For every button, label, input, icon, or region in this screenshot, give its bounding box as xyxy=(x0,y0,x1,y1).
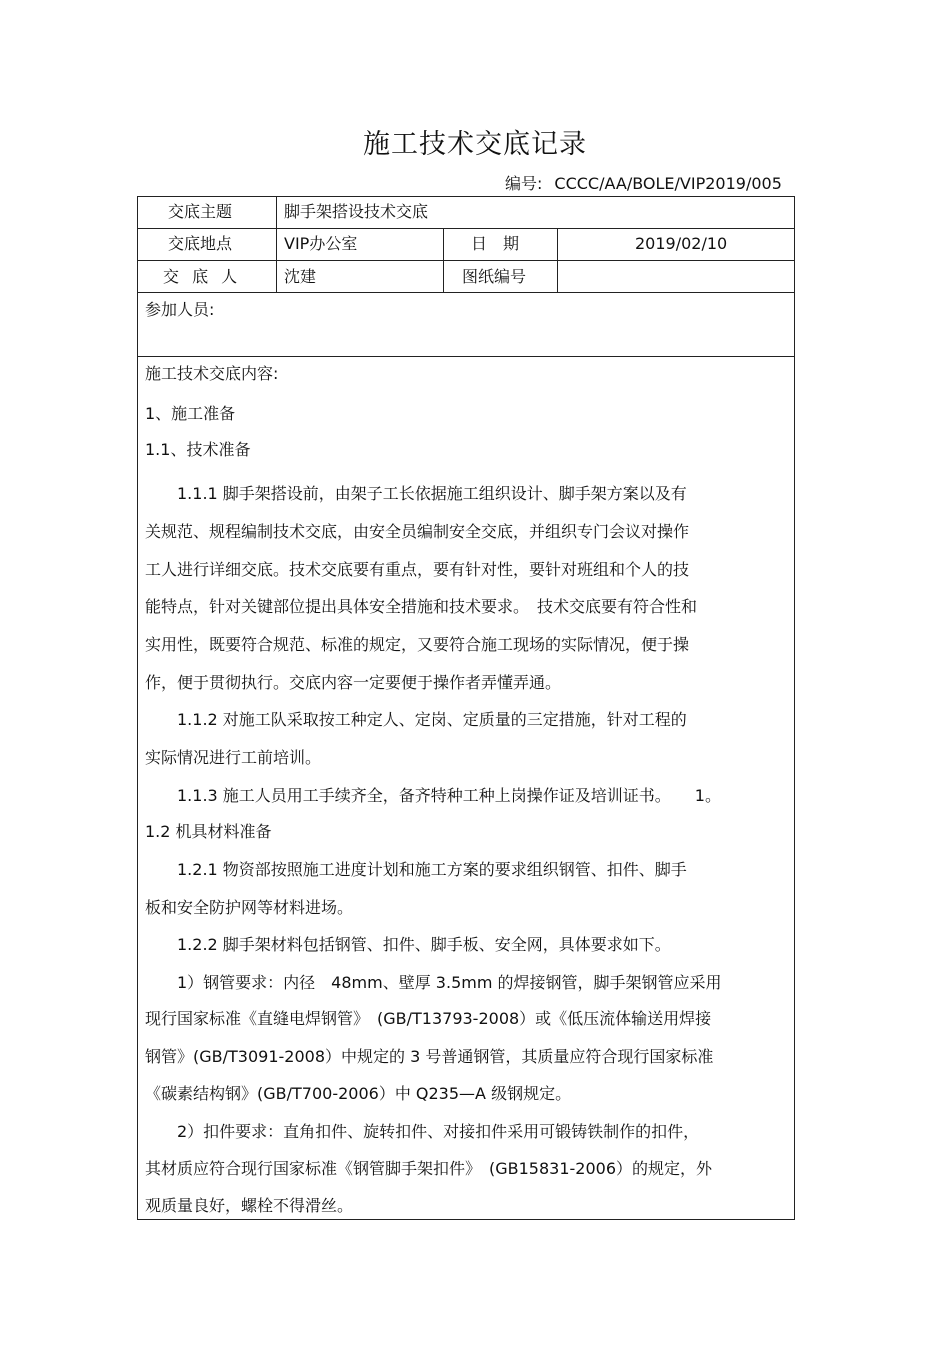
drawing-label: 图纸编号 xyxy=(462,267,527,286)
content-line: 1.2.1 物资部按照施工进度计划和施工方案的要求组织钢管、扣件、脚手 xyxy=(145,860,687,879)
content-line: 其材质应符合现行国家标准《钢管脚手架扣件》 (GB15831-2006）的规定，外 xyxy=(145,1159,713,1178)
document-code-label: 编号: xyxy=(505,174,543,193)
content-line: 1.1.3 施工人员用工手续齐全，备齐特种工种上岗操作证及培训证书。 1。 xyxy=(145,786,721,805)
content-line: 实际情况进行工前培训。 xyxy=(145,748,322,767)
place-value: VIP办公室 xyxy=(284,234,358,253)
content-line: 观质量良好，螺栓不得滑丝。 xyxy=(145,1196,354,1215)
person-label: 交 底 人 xyxy=(163,267,242,286)
column-divider xyxy=(443,228,444,292)
content-line: 1.2.2 脚手架材料包括钢管、扣件、脚手板、安全网，具体要求如下。 xyxy=(145,935,671,954)
row-divider xyxy=(137,260,795,261)
content-line: 1.1.1 脚手架搭设前，由架子工长依据施工组织设计、脚手架方案以及有 xyxy=(145,484,687,503)
content-line: 能特点，针对关键部位提出具体安全措施和技术要求。 技术交底要有符合性和 xyxy=(145,597,698,616)
row-divider xyxy=(137,228,795,229)
topic-value: 脚手架搭设技术交底 xyxy=(284,202,429,221)
content-line: 实用性，既要符合规范、标准的规定，又要符合施工现场的实际情况，便于操 xyxy=(145,635,690,654)
person-value: 沈建 xyxy=(284,267,317,286)
content-line: 1、施工准备 xyxy=(145,404,236,423)
row-divider xyxy=(137,356,795,357)
content-line: 板和安全防护网等材料进场。 xyxy=(145,898,354,917)
content-line: 钢管》(GB/T3091-2008）中规定的 3 号普通钢管，其质量应符合现行国家标准 xyxy=(145,1047,714,1066)
document-title: 施工技术交底记录 xyxy=(363,129,587,160)
content-line: 现行国家标准《直缝电焊钢管》 (GB/T13793-2008）或《低压流体输送用焊接 xyxy=(145,1009,712,1028)
date-value: 2019/02/10 xyxy=(635,234,728,253)
row-divider xyxy=(137,292,795,293)
date-label: 日 期 xyxy=(471,234,520,253)
column-divider xyxy=(557,228,558,292)
topic-label: 交底主题 xyxy=(168,202,233,221)
content-line: 关规范、规程编制技术交底，由安全员编制安全交底，并组织专门会议对操作 xyxy=(145,522,690,541)
content-line: 1）钢管要求：内径 48mm、壁厚 3.5mm 的焊接钢管，脚手架钢管应采用 xyxy=(145,973,722,992)
content-line: 《碳素结构钢》(GB/T700-2006）中 Q235—A 级钢规定。 xyxy=(145,1084,572,1103)
content-line: 1.1.2 对施工队采取按工种定人、定岗、定质量的三定措施，针对工程的 xyxy=(145,710,687,729)
document-code xyxy=(505,171,782,194)
participants-label: 参加人员: xyxy=(145,300,215,319)
document-code-value: CCCC/AA/BOLE/VIP2019/005 xyxy=(554,174,782,193)
content-line: 2）扣件要求：直角扣件、旋转扣件、对接扣件采用可锻铸铁制作的扣件， xyxy=(145,1122,700,1141)
content-heading: 施工技术交底内容: xyxy=(145,364,279,383)
column-divider xyxy=(276,196,277,292)
content-line: 1.1、技术准备 xyxy=(145,440,251,459)
content-line: 1.2 机具材料准备 xyxy=(145,822,272,841)
content-line: 作，便于贯彻执行。交底内容一定要便于操作者弄懂弄通。 xyxy=(145,673,562,692)
place-label: 交底地点 xyxy=(168,234,233,253)
content-line: 工人进行详细交底。技术交底要有重点，要有针对性，要针对班组和个人的技 xyxy=(145,560,690,579)
